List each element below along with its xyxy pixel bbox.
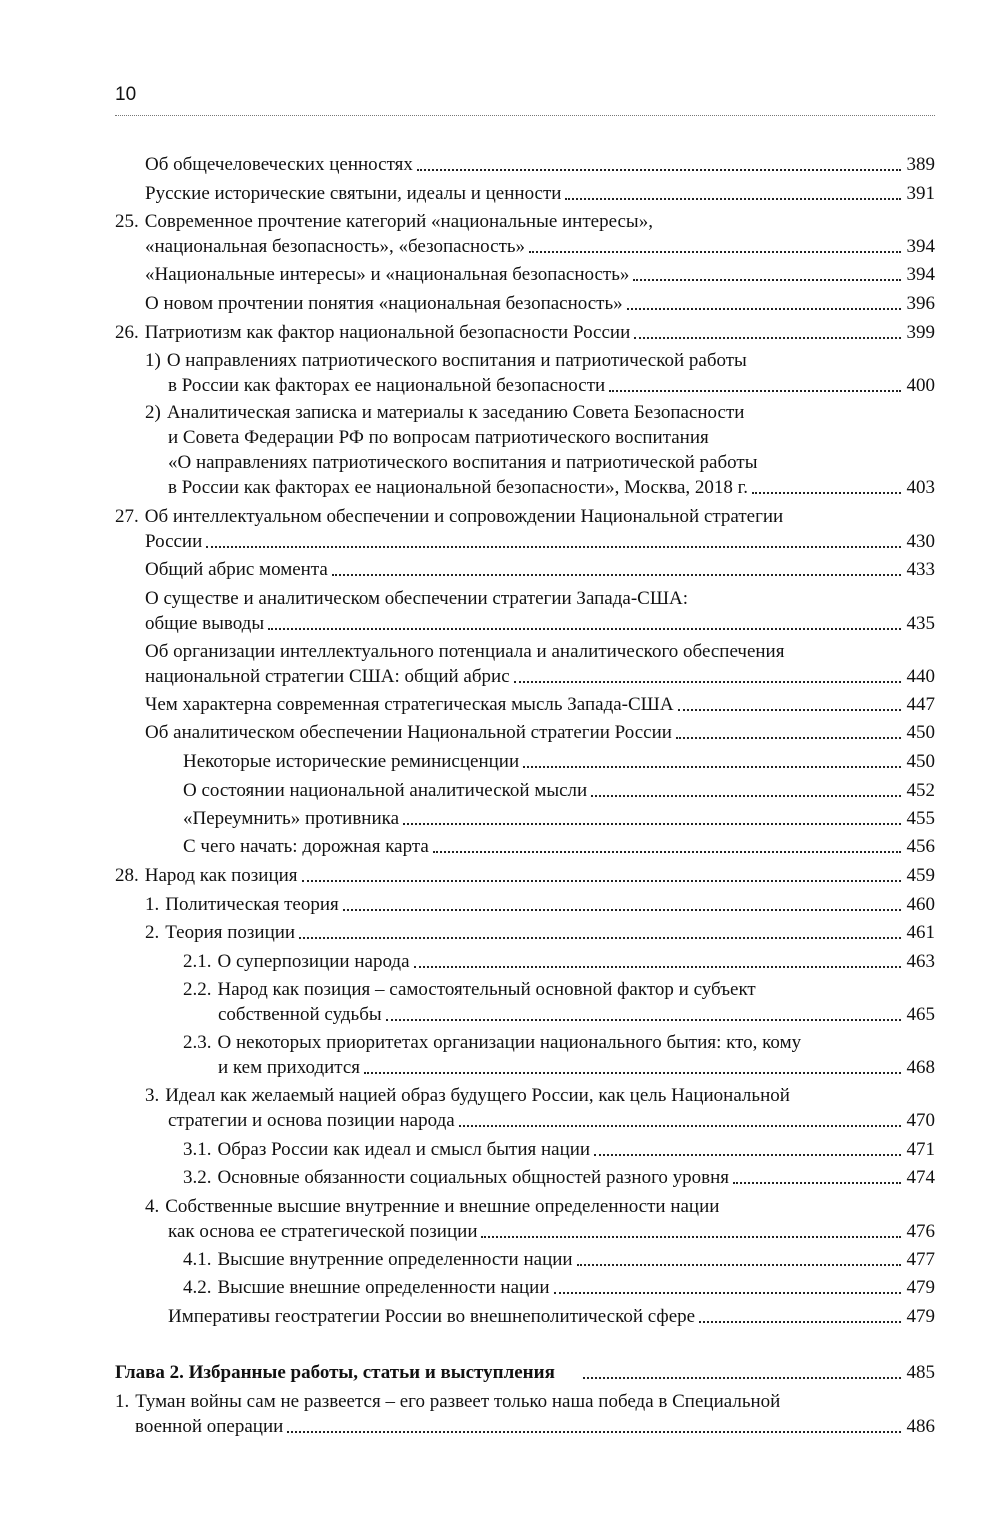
toc-entry-title: Народ как позиция: [144, 865, 298, 886]
dot-leader: [417, 169, 901, 171]
toc-entry[interactable]: [145, 720, 935, 745]
toc-page-number: 452: [906, 780, 935, 801]
toc-entry-number: 27.: [115, 506, 139, 527]
dot-leader: [699, 1321, 901, 1323]
dot-leader: [591, 795, 901, 797]
toc-entry-title: Народ как позиция – самостоятельный основной фактор и субъект: [217, 979, 756, 1000]
toc-entry-title: Русские исторические святыни, идеалы и ценности: [145, 183, 562, 204]
toc-entry-title: О новом прочтении понятия «национальная безопасность»: [145, 293, 623, 314]
toc-entry-title-cont: общие выводы: [145, 613, 265, 634]
toc-entry-number: 4.2.: [183, 1277, 212, 1298]
toc-page-number: 459: [906, 865, 935, 886]
toc-page-number: 430: [906, 531, 935, 552]
toc-page-number: 460: [906, 894, 935, 915]
toc-entry-number: 3.2.: [183, 1167, 212, 1188]
dot-leader: [676, 737, 901, 739]
toc-page-number: 391: [906, 183, 935, 204]
toc-entry-title: Теория позиции: [165, 922, 296, 943]
toc-page-number: 456: [906, 836, 935, 857]
toc-entry-number: 1.: [115, 1391, 130, 1412]
toc-entry[interactable]: [183, 1275, 935, 1300]
chapter-title: Глава 2. Избранные работы, статьи и выступления: [115, 1362, 555, 1383]
toc-page-number: 396: [906, 293, 935, 314]
dot-leader: [594, 1154, 901, 1156]
toc-page-number: 450: [906, 751, 935, 772]
dot-leader: [565, 198, 901, 200]
toc-entry-title-cont: как основа ее стратегической позиции: [168, 1221, 478, 1242]
toc-entry-title-cont: «национальная безопасность», «безопасность»: [145, 236, 526, 257]
toc-entry[interactable]: [145, 920, 935, 945]
dot-leader: [577, 1264, 901, 1266]
dot-leader: [459, 1125, 901, 1127]
toc-entry-number: 2.3.: [183, 1032, 212, 1053]
toc-entry-title-cont: «О направлениях патриотического воспитания и патриотической работы: [168, 452, 758, 473]
toc-entry-title-cont: военной операции: [135, 1416, 284, 1437]
toc-entry-number: 2.1.: [183, 951, 212, 972]
toc-page-number: 463: [906, 951, 935, 972]
toc-entry[interactable]: [183, 1165, 935, 1190]
toc-entry-title: Образ России как идеал и смысл бытия нации: [217, 1139, 591, 1160]
dot-leader: [364, 1072, 901, 1074]
toc-page-number: 435: [906, 613, 935, 634]
dot-leader: [514, 681, 901, 683]
toc-entry[interactable]: [115, 320, 935, 345]
toc-entry[interactable]: [168, 1304, 935, 1329]
toc-entry-number: 1.: [145, 894, 160, 915]
toc-page-number: 479: [906, 1306, 935, 1327]
dot-leader: [433, 851, 901, 853]
dot-leader: [609, 390, 901, 392]
dot-leader: [627, 308, 901, 310]
toc-page-number: 486: [906, 1416, 935, 1437]
toc-entry-number: 1): [145, 350, 161, 371]
toc-entry[interactable]: [183, 778, 935, 803]
toc-page-number: 394: [906, 236, 935, 257]
toc-page-number: 477: [906, 1249, 935, 1270]
toc-page-number: 476: [906, 1221, 935, 1242]
toc-entry[interactable]: [115, 863, 935, 888]
toc-page-number: 474: [906, 1167, 935, 1188]
dot-leader: [268, 628, 901, 630]
toc-page-number: 465: [906, 1004, 935, 1025]
toc-entry-title: Идеал как желаемый нацией образ будущего России, как цель Национальной: [165, 1085, 790, 1106]
toc-entry-title: О состоянии национальной аналитической мысли: [183, 780, 588, 801]
toc-entry[interactable]: [145, 1194, 935, 1244]
toc-page-number: 403: [906, 477, 935, 498]
toc-entry[interactable]: [183, 1137, 935, 1162]
toc-entry[interactable]: [115, 209, 935, 259]
toc-page-number: 450: [906, 722, 935, 743]
dot-leader: [206, 546, 901, 548]
toc-entry-number: 3.1.: [183, 1139, 212, 1160]
toc-entry[interactable]: [145, 639, 935, 689]
toc-entry[interactable]: [145, 400, 935, 500]
toc-entry-title: Об общечеловеческих ценностях: [145, 154, 413, 175]
toc-entry-title-cont: и Совета Федерации РФ по вопросам патриотического воспитания: [168, 427, 709, 448]
toc-entry-title-cont: в России как факторах ее национальной безопасности», Москва, 2018 г.: [168, 477, 749, 498]
toc-chapter-entry[interactable]: [115, 1360, 935, 1385]
toc-entry-number: 3.: [145, 1085, 160, 1106]
toc-entry[interactable]: [145, 1083, 935, 1133]
toc-entry-number: 2.: [145, 922, 160, 943]
toc-entry-title: О направлениях патриотического воспитания и патриотической работы: [166, 350, 747, 371]
toc-entry[interactable]: [183, 977, 935, 1027]
toc-entry-number: 28.: [115, 865, 139, 886]
dot-leader: [678, 709, 901, 711]
toc-entry-number: 26.: [115, 322, 139, 343]
dot-leader: [481, 1236, 901, 1238]
toc-entry-title-cont: национальной стратегии США: общий абрис: [145, 666, 510, 687]
toc-entry-title: Императивы геостратегии России во внешнеполитической сфере: [168, 1306, 696, 1327]
dot-leader: [752, 492, 901, 494]
toc-entry[interactable]: [145, 181, 935, 206]
toc-page-number: 470: [906, 1110, 935, 1131]
toc-entry-number: 2.2.: [183, 979, 212, 1000]
toc-entry[interactable]: [145, 348, 935, 398]
toc-entry[interactable]: [183, 749, 935, 774]
toc-entry-title-cont: России: [145, 531, 203, 552]
toc-page-number: 468: [906, 1057, 935, 1078]
toc-page-number: 447: [906, 694, 935, 715]
toc-entry[interactable]: [145, 586, 935, 636]
page-number: 10: [115, 84, 137, 105]
toc-entry[interactable]: [145, 262, 935, 287]
dot-leader: [287, 1431, 901, 1433]
dot-leader: [386, 1019, 901, 1021]
toc-entry[interactable]: [145, 557, 935, 582]
toc-entry[interactable]: [145, 892, 935, 917]
toc-page-number: 455: [906, 808, 935, 829]
toc-entry-title: Основные обязанности социальных общностей разного уровня: [217, 1167, 730, 1188]
toc-entry-title: «Переумнить» противника: [183, 808, 400, 829]
toc-entry[interactable]: [183, 834, 935, 859]
toc-entry-title: Туман войны сам не развеется – его развеет только наша победа в Специальной: [135, 1391, 781, 1412]
toc-entry-title: Патриотизм как фактор национальной безопасности России: [144, 322, 631, 343]
toc-entry-title-cont: и кем приходится: [218, 1057, 360, 1078]
toc-page-number: 399: [906, 322, 935, 343]
dot-leader: [343, 909, 901, 911]
dot-leader: [633, 279, 901, 281]
toc-entry-title: О существе и аналитическом обеспечении стратегии Запада-США:: [145, 588, 689, 609]
toc-entry[interactable]: [145, 291, 935, 316]
toc-entry-number: 25.: [115, 211, 139, 232]
toc-entry[interactable]: [115, 504, 935, 554]
dot-leader: [403, 823, 901, 825]
toc-entry-title-cont: в России как факторах ее национальной безопасности: [168, 375, 606, 396]
toc-entry-number: 4.: [145, 1196, 160, 1217]
toc-entry-title: С чего начать: дорожная карта: [183, 836, 429, 857]
toc-entry-title: «Национальные интересы» и «национальная безопасность»: [145, 264, 630, 285]
toc-entry-number: 4.1.: [183, 1249, 212, 1270]
dot-leader: [554, 1292, 901, 1294]
dot-leader: [332, 574, 901, 576]
toc-entry-title: Об аналитическом обеспечении Национальной стратегии России: [145, 722, 672, 743]
dot-leader: [529, 251, 901, 253]
toc-entry-title: Чем характерна современная стратегическая мысль Запада-США: [145, 694, 674, 715]
toc-entry-title: Об организации интеллектуального потенциала и аналитического обеспечения: [145, 641, 785, 662]
toc-page-number: 433: [906, 559, 935, 580]
dot-leader: [302, 880, 901, 882]
toc-entry[interactable]: [183, 949, 935, 974]
dot-leader: [634, 337, 901, 339]
toc-entry[interactable]: [183, 806, 935, 831]
dot-leader: [299, 937, 901, 939]
toc-entry[interactable]: [145, 692, 935, 717]
toc-page-number: 394: [906, 264, 935, 285]
toc-entry-title: Высшие внешние определенности нации: [217, 1277, 550, 1298]
dot-leader: [523, 766, 901, 768]
toc-entry[interactable]: [183, 1247, 935, 1272]
toc-entry-title: Собственные высшие внутренние и внешние определенности нации: [165, 1196, 720, 1217]
toc-entry-title: Политическая теория: [165, 894, 339, 915]
dot-leader: [733, 1182, 901, 1184]
toc-entry-title: О некоторых приоритетах организации национального бытия: кто, кому: [217, 1032, 802, 1053]
toc-entry[interactable]: [183, 1030, 935, 1080]
toc-page-number: 440: [906, 666, 935, 687]
dot-leader: [583, 1377, 901, 1379]
toc-page-number: 471: [906, 1139, 935, 1160]
dot-leader: [414, 966, 901, 968]
toc-entry[interactable]: [115, 1389, 935, 1439]
toc-entry-title: Высшие внутренние определенности нации: [217, 1249, 573, 1270]
toc-entry[interactable]: [145, 152, 935, 177]
toc-entry-title: Об интеллектуальном обеспечении и сопровождении Национальной стратегии: [144, 506, 784, 527]
toc-entry-title: Современное прочтение категорий «национальные интересы»,: [144, 211, 653, 232]
toc-entry-title: О суперпозиции народа: [217, 951, 410, 972]
toc-entry-title: Аналитическая записка и материалы к заседанию Совета Безопасности: [166, 402, 745, 423]
toc-page-number: 461: [906, 922, 935, 943]
toc-entry-title: Общий абрис момента: [145, 559, 328, 580]
toc-entry-title-cont: стратегии и основа позиции народа: [168, 1110, 455, 1131]
toc-entry-title: Некоторые исторические реминисценции: [183, 751, 520, 772]
toc-page-number: 389: [906, 154, 935, 175]
toc-page-number: 400: [906, 375, 935, 396]
toc-entry-title-cont: собственной судьбы: [218, 1004, 382, 1025]
toc-page-number: 479: [906, 1277, 935, 1298]
toc-entry-number: 2): [145, 402, 161, 423]
toc-page-number: 485: [906, 1362, 935, 1383]
